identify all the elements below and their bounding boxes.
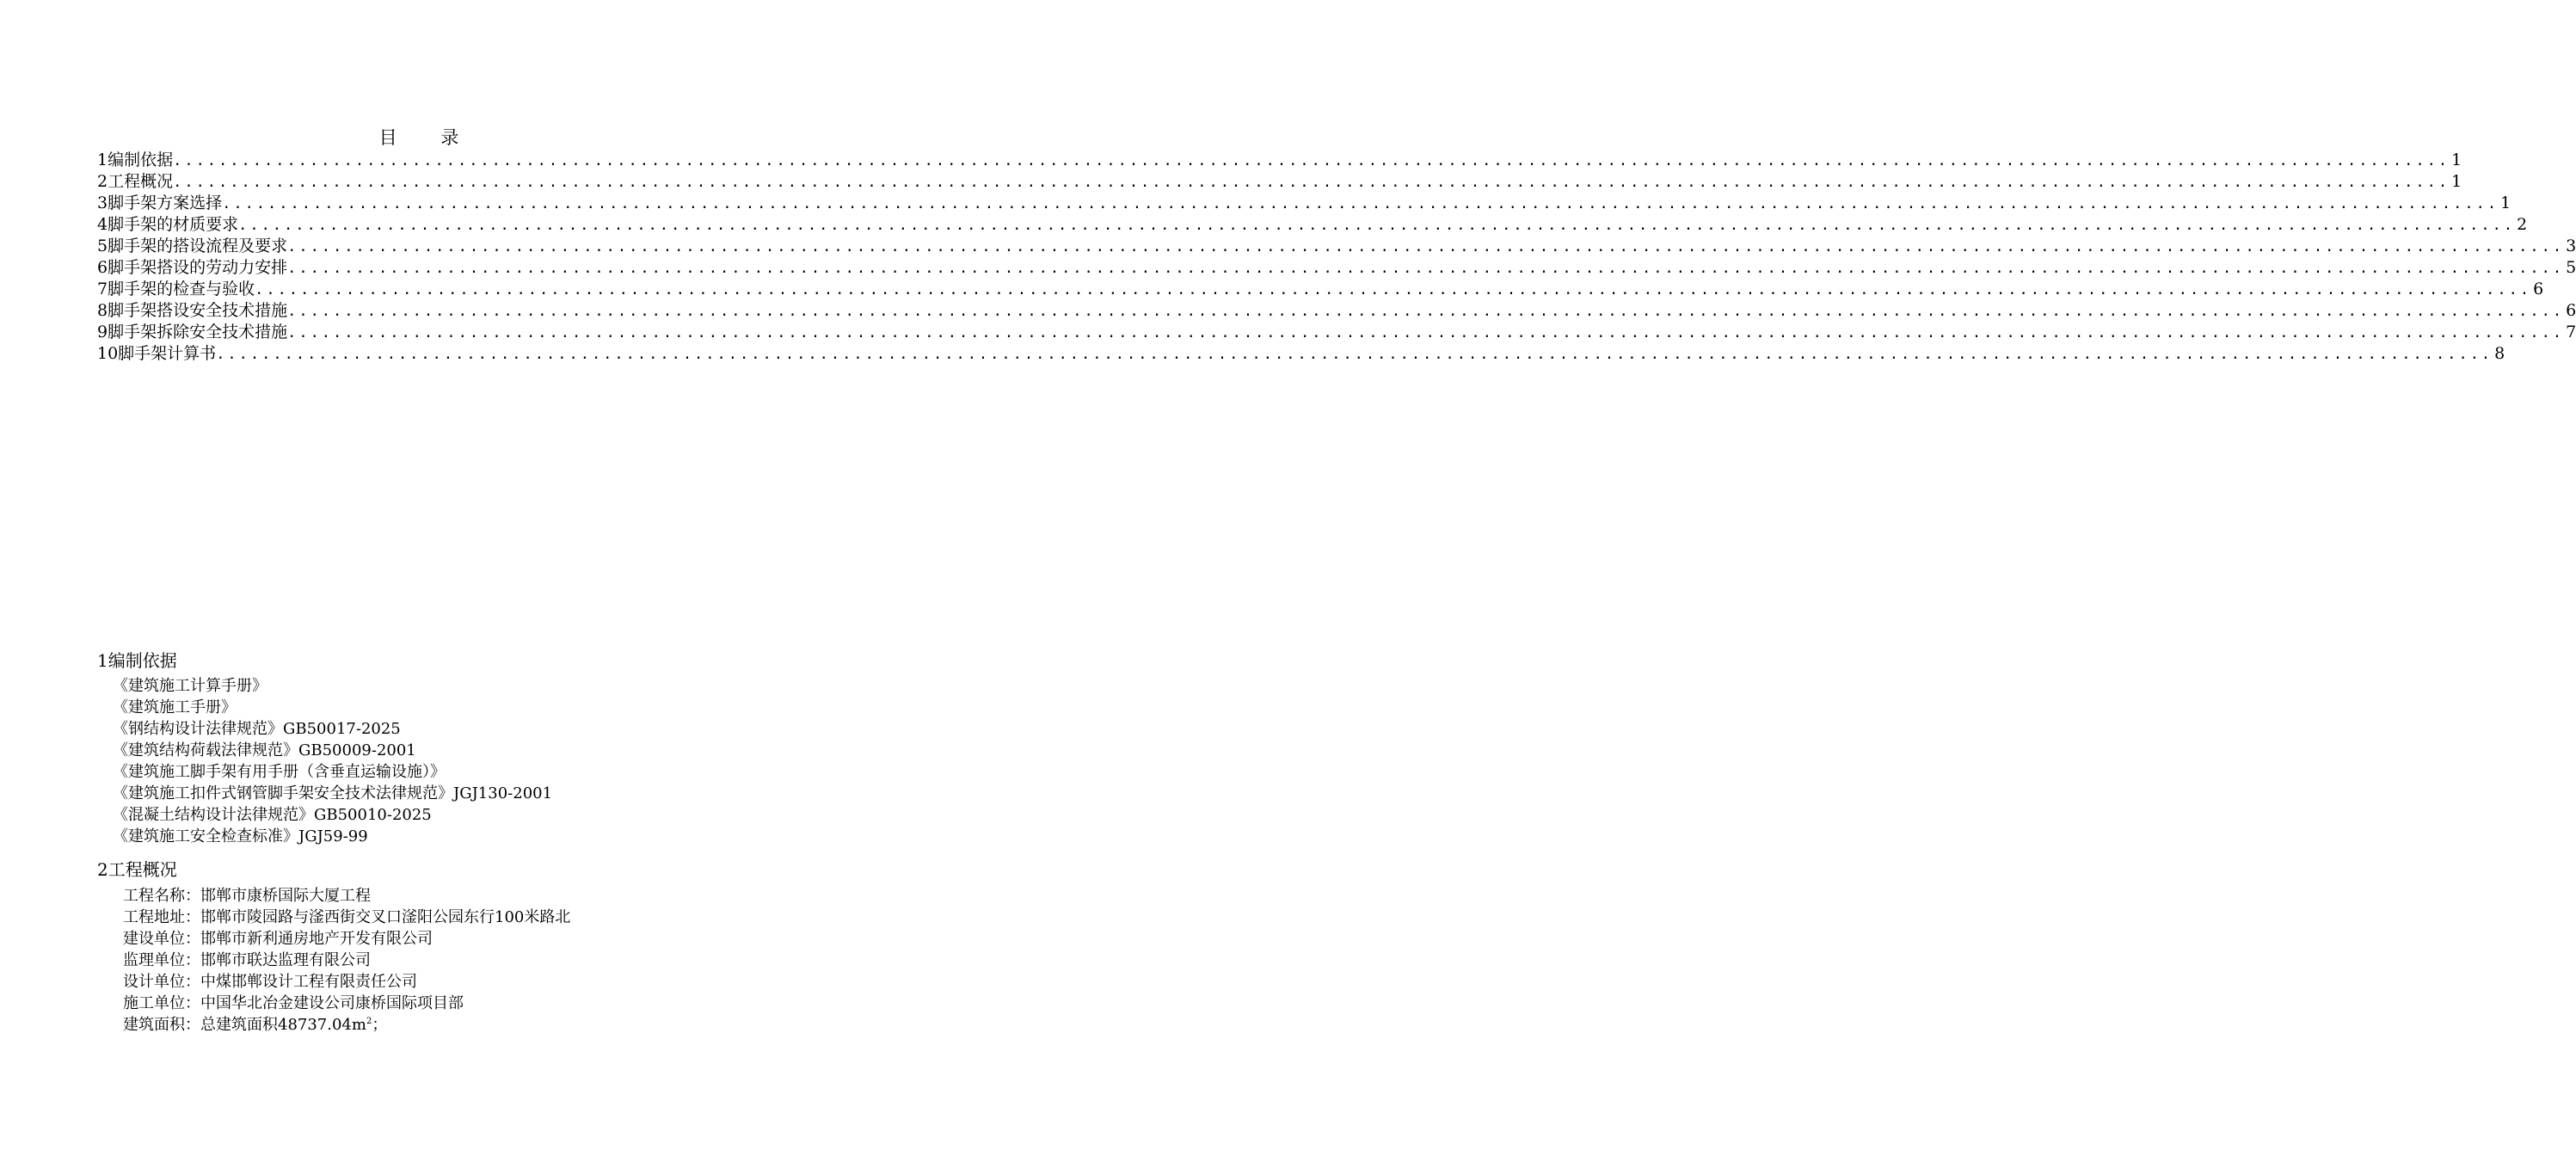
toc-entry[interactable] bbox=[97, 171, 2462, 193]
overview-value: 邯郸市陵园路与滏西街交叉口滏阳公园东行100米路北 bbox=[200, 908, 571, 926]
toc-entry-label: 9脚手架拆除安全技术措施 bbox=[97, 323, 288, 341]
toc-entry-label: 7脚手架的检查与验收 bbox=[97, 280, 255, 298]
toc-entry[interactable] bbox=[97, 193, 2511, 214]
toc-leader-dots: ........................................................................................................................................................................................................ bbox=[173, 152, 2450, 169]
overview-key: 建筑面积： bbox=[123, 1016, 200, 1034]
overview-value: 邯郸市新利通房地产开发有限公司 bbox=[200, 930, 433, 948]
section-basis bbox=[97, 648, 751, 847]
toc-entry[interactable] bbox=[97, 150, 2462, 171]
overview-value: 中国华北冶金建设公司康桥国际项目部 bbox=[200, 994, 464, 1012]
overview-item bbox=[123, 950, 751, 971]
toc-entry-page: 7 bbox=[2566, 323, 2576, 341]
toc-entry-label: 8脚手架搭设安全技术措施 bbox=[97, 301, 288, 320]
overview-suffix: ； bbox=[372, 1016, 388, 1034]
overview-item bbox=[123, 971, 751, 993]
table-of-contents bbox=[97, 126, 2576, 365]
toc-entry[interactable] bbox=[97, 257, 2576, 279]
reference-item: 《钢结构设计法律规范》GB50017-2025 bbox=[113, 720, 401, 738]
reference-item: 《建筑施工手册》 bbox=[113, 698, 237, 716]
overview-key: 设计单位： bbox=[123, 973, 200, 991]
toc-entry-label: 2工程概况 bbox=[97, 172, 174, 191]
overview-item bbox=[123, 993, 751, 1014]
toc-entries bbox=[97, 150, 2576, 365]
toc-entry[interactable] bbox=[97, 300, 2576, 322]
toc-entry-label: 10脚手架计算书 bbox=[97, 344, 217, 363]
overview-item bbox=[123, 928, 751, 950]
toc-entry-label: 3脚手架方案选择 bbox=[97, 194, 223, 212]
reference-item: 《建筑结构荷载法律规范》GB50009-2001 bbox=[113, 741, 416, 759]
toc-entry[interactable] bbox=[97, 236, 2576, 257]
toc-entry-page: 6 bbox=[2533, 280, 2544, 298]
reference-item: 《混凝土结构设计法律规范》GB50010-2025 bbox=[113, 806, 432, 824]
overview-item bbox=[123, 1014, 751, 1036]
reference-item: 《建筑施工扣件式钢管脚手架安全技术法律规范》JGJ130-2001 bbox=[113, 784, 553, 802]
toc-leader-dots: ........................................................................................................................................................................................................ bbox=[238, 217, 2516, 234]
toc-entry[interactable] bbox=[97, 322, 2576, 343]
reference-item: 《建筑施工脚手架有用手册（含垂直运输设施）》 bbox=[113, 763, 446, 781]
toc-entry-page: 5 bbox=[2566, 258, 2576, 277]
toc-entry[interactable] bbox=[97, 214, 2528, 236]
section-heading: 2工程概况 bbox=[97, 859, 177, 880]
toc-leader-dots: ........................................................................................................................................................................................................ bbox=[222, 195, 2499, 212]
project-area-line bbox=[97, 1014, 751, 1036]
reference-list bbox=[97, 675, 751, 847]
toc-entry-page: 1 bbox=[2500, 194, 2511, 212]
reference-item: 《建筑施工计算手册》 bbox=[113, 677, 267, 695]
toc-leader-dots: ........................................................................................................................................................................................................ bbox=[255, 281, 2532, 298]
overview-key: 施工单位： bbox=[123, 994, 200, 1012]
toc-entry-page: 6 bbox=[2566, 301, 2576, 320]
overview-value: 总建筑面积48737.04m bbox=[200, 1016, 366, 1034]
toc-leader-dots: ........................................................................................................................................................................................................ bbox=[287, 238, 2565, 255]
reference-item: 《建筑施工安全检查标准》JGJ59-99 bbox=[113, 827, 368, 845]
toc-leader-dots: ........................................................................................................................................................................................................ bbox=[287, 260, 2565, 277]
toc-entry-page: 8 bbox=[2494, 344, 2505, 363]
overview-key: 工程地址： bbox=[123, 908, 200, 926]
toc-entry-page: 1 bbox=[2451, 151, 2462, 169]
overview-item bbox=[123, 885, 751, 907]
overview-key: 监理单位： bbox=[123, 951, 200, 969]
overview-key: 建设单位： bbox=[123, 930, 200, 948]
toc-leader-dots: ........................................................................................................................................................................................................ bbox=[287, 324, 2565, 341]
overview-value: 中煤邯郸设计工程有限责任公司 bbox=[200, 973, 417, 991]
toc-entry[interactable] bbox=[97, 343, 2505, 365]
toc-entry-label: 4脚手架的材质要求 bbox=[97, 215, 239, 234]
toc-entry-label: 6脚手架搭设的劳动力安排 bbox=[97, 258, 288, 277]
toc-entry[interactable] bbox=[97, 279, 2544, 300]
section-overview bbox=[97, 857, 751, 1036]
toc-entry-label: 1编制依据 bbox=[97, 151, 174, 169]
overview-key: 工程名称： bbox=[123, 887, 200, 905]
toc-leader-dots: ........................................................................................................................................................................................................ bbox=[173, 174, 2450, 191]
toc-leader-dots: ........................................................................................................................................................................................................ bbox=[287, 303, 2565, 320]
area-unit-superscript: 2 bbox=[366, 1017, 372, 1026]
toc-entry-page: 1 bbox=[2451, 172, 2462, 191]
toc-entry-page: 2 bbox=[2517, 215, 2528, 234]
toc-entry-page: 3 bbox=[2566, 237, 2576, 255]
toc-entry-label: 5脚手架的搭设流程及要求 bbox=[97, 237, 288, 255]
project-overview-list bbox=[97, 885, 751, 1014]
section-heading: 1编制依据 bbox=[97, 650, 177, 671]
overview-item bbox=[123, 907, 751, 928]
toc-title: 目 录 bbox=[378, 127, 478, 148]
overview-value: 邯郸市联达监理有限公司 bbox=[200, 951, 371, 969]
overview-value: 邯郸市康桥国际大厦工程 bbox=[200, 887, 371, 905]
toc-leader-dots: ........................................................................................................................................................................................................ bbox=[216, 346, 2493, 363]
